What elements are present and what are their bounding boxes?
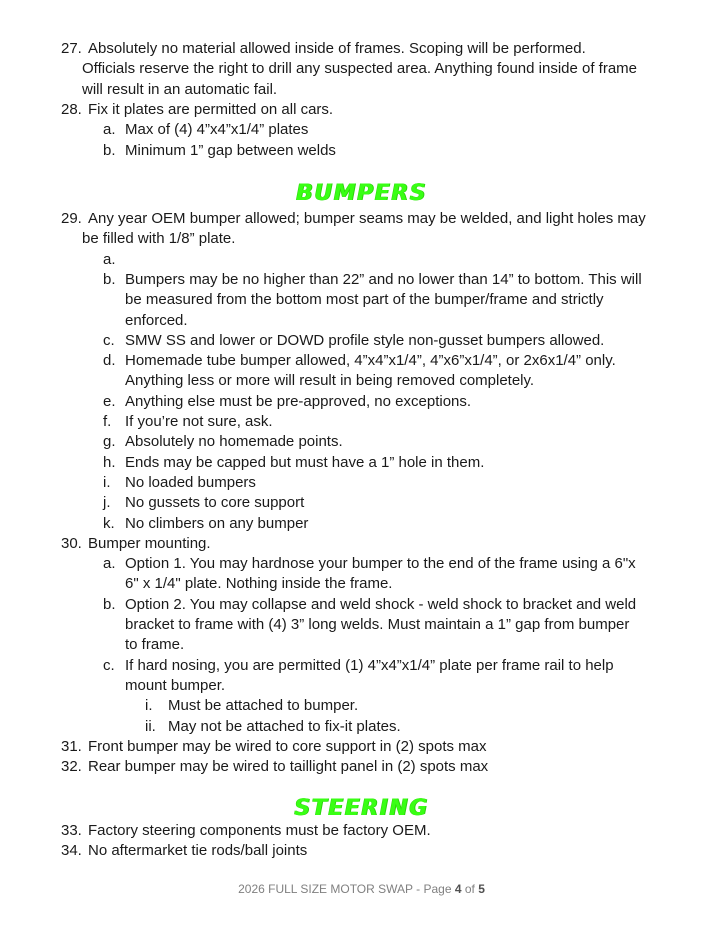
item-number: i. [145, 697, 153, 715]
item-text-line: 6" x 1/4" plate. Nothing inside the frame. [125, 575, 393, 593]
footer-title: 2026 FULL SIZE MOTOR SWAP - Page [238, 882, 455, 896]
item-text-line: Minimum 1” gap between welds [125, 141, 336, 159]
item-text-line: be measured from the bottom most part of the bumper/frame and strictly [125, 291, 604, 309]
item-text-line: Factory steering components must be factory OEM. [88, 822, 431, 839]
item-text-line: Max of (4) 4”x4”x1/4” plates [125, 121, 309, 139]
steering-heading: STEERING [294, 796, 429, 821]
item-text-line: enforced. [125, 311, 188, 329]
item-text-line: No gussets to core support [125, 494, 305, 512]
item-text-line: Bumpers may be no higher than 22” and no lower than 14” to bottom. This will [125, 270, 642, 288]
item-number: b. [103, 270, 116, 288]
item-number: 34. [61, 842, 82, 860]
item-text-line: Option 2. You may collapse and weld shock - weld shock to bracket and weld [125, 595, 637, 613]
item-text-line: Homemade tube bumper allowed, 4”x4”x1/4”, 4”x6”x1/4”, or 2x6x1/4” only. [125, 352, 616, 370]
item-text-line: Anything less or more will result in being removed completely. [125, 372, 535, 390]
item-text-line: Any year OEM bumper allowed; bumper seams may be welded, and light holes may [88, 210, 646, 227]
item-number: 32. [61, 758, 82, 776]
item-number: 31. [61, 737, 82, 755]
item-text-line: No loaded bumpers [125, 473, 256, 491]
item-text-line: Fix it plates are permitted on all cars. [88, 100, 334, 118]
item-text-line: May not be attached to fix-it plates. [168, 717, 401, 735]
item-number: c. [103, 331, 115, 349]
item-text-line: If hard nosing, you are permitted (1) 4”x4”x1/4” plate per frame rail to help [125, 656, 614, 674]
item-text-line: be filled with 1/8” plate. [82, 230, 236, 248]
item-number: f. [103, 413, 112, 430]
page-footer [0, 882, 723, 896]
item-text-line: mount bumper. [125, 676, 226, 694]
item-text-line: Officials reserve the right to drill any suspected area. Anything found inside of frame [82, 60, 638, 78]
item-text-line: will result in an automatic fail. [82, 80, 278, 98]
item-text-line: If you’re not sure, ask. [125, 413, 273, 430]
item-number: b. [103, 141, 116, 159]
item-text-line: Option 1. You may hardnose your bumper to the end of the frame using a 6"x [125, 555, 636, 573]
item-number: ii. [145, 717, 156, 735]
item-number: 30. [61, 534, 82, 552]
item-text-line: Bumper mounting. [88, 534, 211, 552]
item-number: h. [103, 453, 116, 471]
footer-page-total: 5 [478, 882, 485, 896]
item-text-line: Front bumper may be wired to core support in (2) spots max [88, 737, 487, 755]
item-number: a. [103, 555, 116, 573]
item-number: 29. [61, 210, 82, 227]
item-number: g. [103, 433, 116, 451]
item-number: 28. [61, 100, 82, 118]
item-number: c. [103, 656, 115, 674]
item-text-line: SMW SS and lower or DOWD profile style non-gusset bumpers allowed. [125, 331, 605, 349]
item-text-line: Absolutely no material allowed inside of frames. Scoping will be performed. [88, 40, 586, 57]
item-number: i. [103, 473, 111, 491]
item-text-line: Absolutely no homemade points. [125, 433, 343, 451]
item-text-line: Must be attached to bumper. [168, 697, 359, 715]
item-text-line: Ends may be capped but must have a 1” hole in them. [125, 453, 485, 471]
bumpers-heading: BUMPERS [296, 181, 427, 206]
item-text-line: Rear bumper may be wired to taillight panel in (2) spots max [88, 758, 489, 776]
item-number: b. [103, 595, 116, 613]
item-number: e. [103, 392, 116, 410]
item-text-line: No climbers on any bumper [125, 514, 309, 532]
item-number: 33. [61, 822, 82, 839]
item-text-line: Anything else must be pre-approved, no exceptions. [125, 392, 472, 410]
item-number: a. [103, 250, 116, 268]
footer-page-number: 4 [454, 882, 462, 896]
item-number: j. [103, 494, 111, 512]
item-text-line: to frame. [125, 636, 185, 654]
item-text-line: No aftermarket tie rods/ball joints [88, 842, 308, 860]
item-text-line: bracket to frame with (4) 3” long welds. Must maintain a 1” gap from bumper [125, 616, 630, 633]
footer-of: of [461, 882, 479, 896]
item-number: 27. [61, 40, 82, 57]
item-number: d. [103, 352, 116, 370]
item-number: a. [103, 121, 116, 139]
item-number: k. [103, 514, 115, 532]
